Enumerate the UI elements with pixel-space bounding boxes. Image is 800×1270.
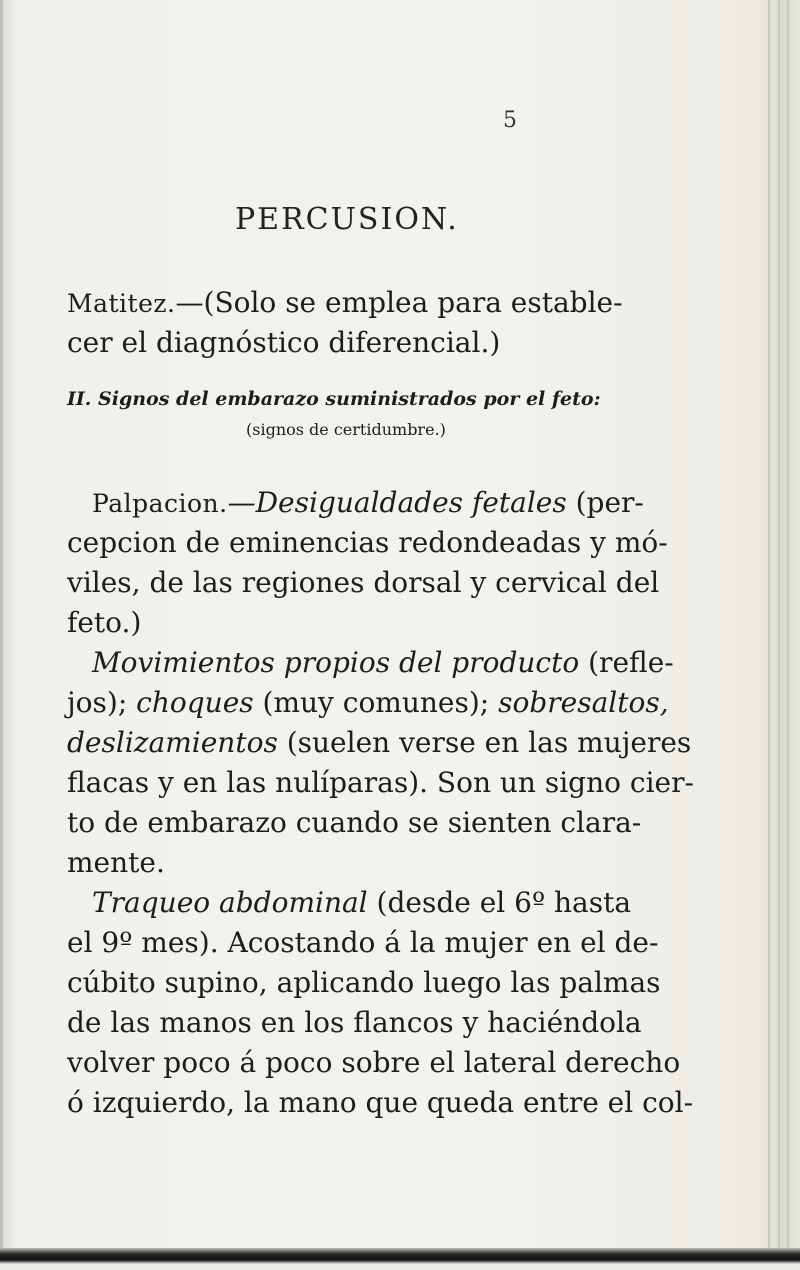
- palpacion-line-4: feto.): [67, 606, 142, 639]
- palpacion-italic: Desigualdades fetales: [255, 486, 567, 519]
- palpacion-line-3: viles, de las regiones dorsal y cervical del: [67, 566, 660, 599]
- traqueo-line-5: volver poco á poco sobre el lateral derecho: [67, 1046, 681, 1079]
- section-heading: PERCUSION.: [235, 202, 459, 237]
- movimientos-line-6: mente.: [67, 846, 165, 879]
- matitez-term: Matitez.: [67, 289, 176, 318]
- matitez-line-2: cer el diagnóstico diferencial.): [67, 326, 501, 359]
- movimientos-line-4: flacas y en las nulíparas). Son un signo cier-: [67, 766, 694, 799]
- page-number: 5: [503, 108, 517, 133]
- section-2-subtitle: (signos de certidumbre.): [246, 420, 446, 439]
- palpacion-line-2: cepcion de eminencias redondeadas y mó-: [67, 526, 668, 559]
- movimientos-line-2: jos); choques (muy comunes); sobresaltos,: [67, 686, 669, 719]
- movimientos-line-3: deslizamientos (suelen verse en las mujeres: [67, 726, 692, 759]
- traqueo-line-4: de las manos en los flancos y haciéndola: [67, 1006, 642, 1039]
- movimientos-line-5: to de embarazo cuando se sienten clara-: [67, 806, 642, 839]
- palpacion-line-1: Palpacion.—Desigualdades fetales (per-: [92, 486, 644, 519]
- matitez-line-1: Matitez.—(Solo se emplea para estable-: [67, 286, 623, 319]
- section-2-title: II. Signos del embarazo suministrados por el feto:: [67, 388, 601, 410]
- traqueo-line-1: Traqueo abdominal (desde el 6º hasta: [92, 886, 632, 919]
- movimientos-line-1: Movimientos propios del producto (refle-: [92, 646, 674, 679]
- traqueo-line-2: el 9º mes). Acostando á la mujer en el de-: [67, 926, 659, 959]
- traqueo-line-6: ó izquierdo, la mano que queda entre el col-: [67, 1086, 694, 1119]
- traqueo-line-3: cúbito supino, aplicando luego las palmas: [67, 966, 661, 999]
